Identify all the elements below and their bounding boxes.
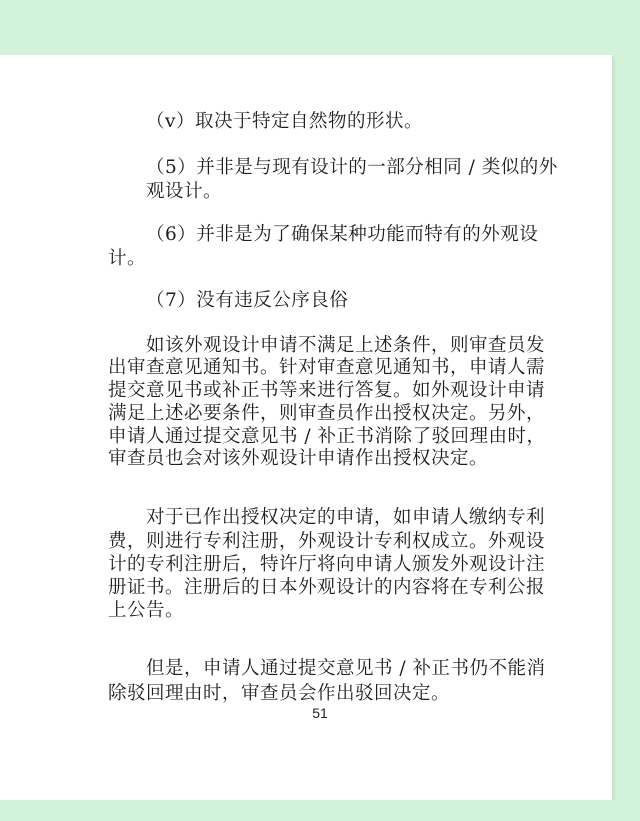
item-5-line-2: 观设计。 (146, 181, 223, 202)
paragraph-2-line-3: 计的专利注册后，特许厅将向申请人颁发外观设计注 (108, 554, 546, 575)
item-5-line-1: （5）并非是与现有设计的一部分相同 / 类似的外 (146, 157, 558, 178)
document-page (0, 55, 612, 800)
item-6-line-2: 计。 (108, 248, 147, 269)
paragraph-3-line-1: 但是，申请人通过提交意见书 / 补正书仍不能消 (146, 658, 546, 679)
paragraph-2-line-2: 费，则进行专利注册，外观设计专利权成立。外观设 (108, 531, 546, 552)
paragraph-1-line-1: 如该外观设计申请不满足上述条件，则审查员发 (146, 335, 546, 356)
item-6-line-1: （6）并非是为了确保某种功能而特有的外观设 (146, 224, 539, 245)
paragraph-1-line-3: 提交意见书或补正书等来进行答复。如外观设计申请 (108, 380, 546, 401)
bottom-strip (0, 800, 640, 821)
paragraph-2-line-4: 册证书。注册后的日本外观设计的内容将在专利公报 (108, 577, 546, 598)
paragraph-1-line-4: 满足上述必要条件，则审查员作出授权决定。另外， (108, 403, 546, 424)
paragraph-1-line-5: 申请人通过提交意见书 / 补正书消除了驳回理由时， (108, 426, 546, 447)
paragraph-3-line-2: 除驳回理由时，审查员会作出驳回决定。 (108, 683, 451, 704)
page-number: 51 (312, 705, 328, 721)
paragraph-1-line-2: 出审查意见通知书。针对审查意见通知书，申请人需 (108, 357, 546, 378)
paragraph-2-line-1: 对于已作出授权决定的申请，如申请人缴纳专利 (146, 507, 546, 528)
item-7-line: （7）没有违反公序良俗 (146, 290, 349, 311)
paragraph-2-line-5: 上公告。 (108, 600, 185, 621)
paragraph-1-line-6: 审查员也会对该外观设计申请作出授权决定。 (108, 448, 489, 469)
item-v-line: （v）取决于特定自然物的形状。 (146, 111, 423, 132)
